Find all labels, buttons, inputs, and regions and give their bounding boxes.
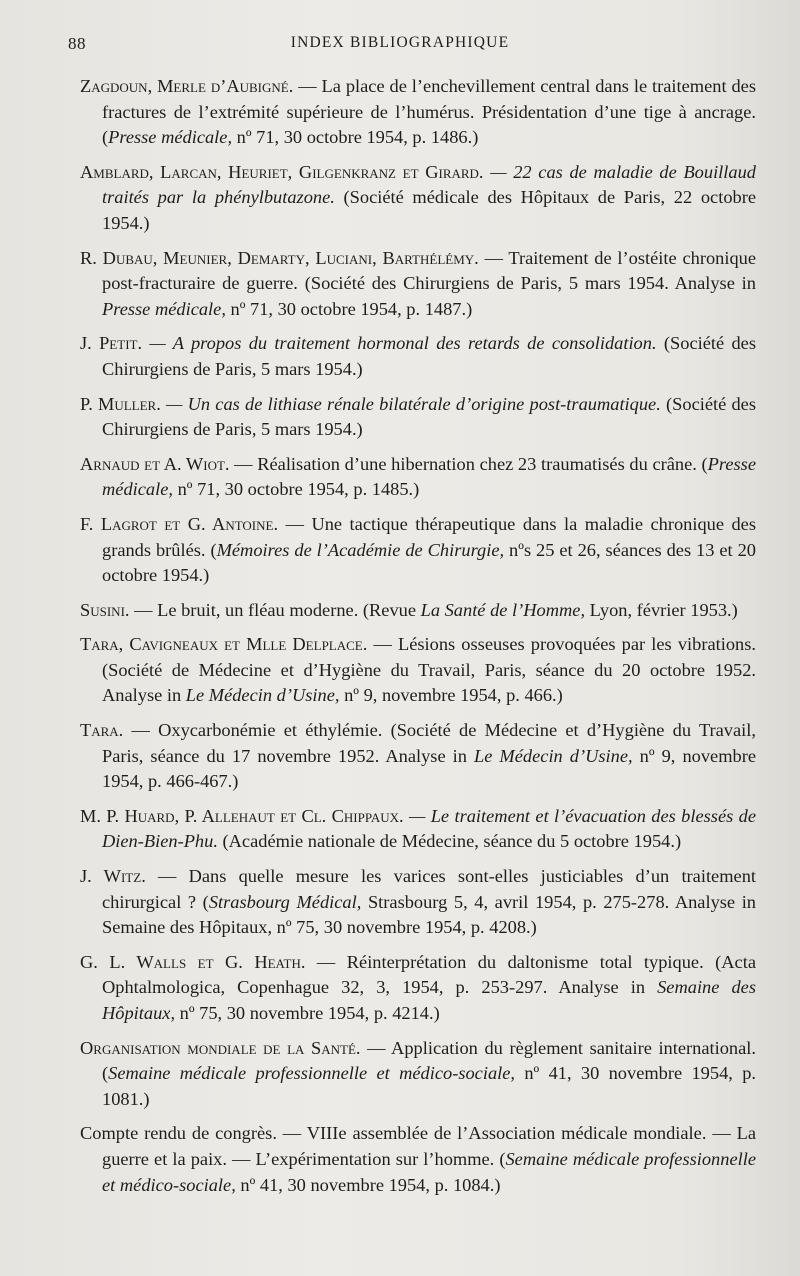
entry-details: Strasbourg 5, 4, avril 1954, p. 275-278. Analyse in Semaine des Hôpitaux, nº 75, 30 novembre 1954, p. 4208.) [102,891,756,938]
entry-source: Semaine médicale professionnelle et médico-sociale, [108,1063,516,1084]
entry-source: — 22 cas de maladie de Bouillaud traités par la phénylbutazone. [102,161,756,208]
entry-title: — Lésions osseuses provoquées par les vibrations. (Société de Médecine et d’Hygiène du Travail, Paris, séance du 20 octobre 1952. Analyse in [102,634,756,706]
entry-details: (Académie nationale de Médecine, séance du 5 octobre 1954.) [217,831,682,852]
entry-details: nºs 25 et 26, séances des 13 et 20 octobre 1954.) [102,539,756,586]
entry-source: Semaine médicale professionnelle et médico-sociale, [102,1148,756,1195]
bibliography-entry [80,950,756,1027]
entry-title: — La place de l’enchevillement central dans le traitement des fractures de l’extrémité supérieure de l’humérus. Présidentation d’une tige à ancrage. ( [102,76,756,148]
entry-source: Mémoires de l’Académie de Chirurgie, [216,539,505,560]
entry-authors: Tara. [80,720,124,741]
entry-source: Le Médecin d’Usine, [474,745,633,766]
entry-title: — Réinterprétation du daltonisme total typique. (Acta Ophtalmologica, Copenhague 32, 3, 1954, p. 253-297. Analyse in [102,951,756,998]
entry-details: nº 41, 30 novembre 1954, p. 1084.) [235,1174,501,1195]
entry-title: — Application du règlement sanitaire international. ( [102,1037,756,1084]
entry-source: — A propos du traitement hormonal des retards de consolidation. [142,333,657,354]
entry-details: nº 9, novembre 1954, p. 466-467.) [102,745,756,792]
entry-authors: Arnaud et A. Wiot. [80,453,230,474]
bibliography-entry [80,452,756,503]
page-number: 88 [68,34,86,53]
entry-details: nº 71, 30 octobre 1954, p. 1486.) [232,127,479,148]
bibliography-entry [80,392,756,443]
entry-details: (Société médicale des Hôpitaux de Paris, 22 octobre 1954.) [102,187,756,233]
entry-source: Semaine des Hôpitaux, [102,977,757,1023]
bibliography-entry [80,74,756,151]
bibliography-entry [80,804,756,855]
entry-details: nº 71, 30 octobre 1954, p. 1485.) [172,479,420,500]
entry-details: nº 41, 30 novembre 1954, p. 1081.) [102,1063,756,1109]
entry-authors: F. Lagrot et G. Antoine. [80,513,279,534]
entry-source: Le Médecin d’Usine, [185,685,340,706]
bibliography-entry [80,160,756,237]
entry-source: — Le traitement et l’évacuation des blessés de Dien-Bien-Phu. [102,805,756,852]
bibliography-entry [80,718,756,795]
bibliography-list [80,74,756,1198]
entry-details: (Société des Chirurgiens de Paris, 5 mars 1954.) [102,333,756,379]
entry-authors: Zagdoun, Merle d’Aubigné. [80,76,294,96]
entry-source: — Un cas de lithiase rénale bilatérale d’origine post-traumatique. [160,393,661,414]
bibliography-entry [80,1121,756,1198]
entry-source: Presse médicale, [108,127,233,148]
entry-title: — Traitement de l’ostéite chronique post-fracturaire de guerre. (Société des Chirurgiens de Paris, 5 mars 1954. Analyse in [102,247,756,294]
entry-source: Presse médicale, [102,298,226,319]
bibliography-entry [80,864,756,941]
entry-details: nº 75, 30 novembre 1954, p. 4214.) [175,1003,440,1023]
bibliography-entry [80,331,756,382]
entry-details: nº 71, 30 octobre 1954, p. 1487.) [225,298,473,319]
entry-title: — Dans quelle mesure les varices sont-elles justiciables d’un traitement chirurgical ? ( [102,866,756,912]
entry-authors: R. Dubau, Meunier, Demarty, Luciani, Barthélémy. [80,247,479,268]
bibliography-entry [80,598,756,624]
entry-authors: M. P. Huard, P. Allehaut et Cl. Chippaux. [80,805,404,826]
running-title: INDEX BIBLIOGRAPHIQUE [290,34,510,51]
entry-authors: Organisation mondiale de la Santé. [80,1037,361,1058]
entry-authors: J. Witz. [80,866,146,887]
bibliography-entry [80,512,756,589]
page-header [0,34,800,62]
entry-title: — Oxycarbonémie et éthylémie. (Société de Médecine et d’Hygiène du Travail, Paris, séance du 17 novembre 1952. Analyse in [102,720,756,766]
entry-title: Compte rendu de congrès. — VIIIe assemblée de l’Association médicale mondiale. — La guerre et la paix. — L’expérimentation sur l’homme. ( [80,1123,756,1169]
bibliography-entry [80,246,756,323]
entry-details: (Société des Chirurgiens de Paris, 5 mars 1954.) [102,393,757,440]
entry-title: — Réalisation d’une hibernation chez 23 traumatisés du crâne. ( [229,453,708,474]
entry-authors: P. Muller. [80,393,161,414]
entry-details: Lyon, février 1953.) [585,599,738,620]
entry-authors: Susini. [80,599,130,620]
entry-source: Presse médicale, [102,453,756,500]
entry-source: La Santé de l’Homme, [420,599,586,620]
entry-title: — Le bruit, un fléau moderne. (Revue [129,599,421,620]
bibliography-entry [80,632,756,709]
entry-authors: Amblard, Larcan, Heuriet, Gilgenkranz et Girard. [80,161,484,182]
bibliography-entry [80,1036,756,1113]
entry-authors: Tara, Cavigneaux et Mlle Delplace. [80,634,368,655]
entry-authors: G. L. Walls et G. Heath. [80,951,306,972]
entry-title: — Une tactique thérapeutique dans la maladie chronique des grands brûlés. ( [102,513,756,560]
entry-authors: J. Petit. [80,333,143,354]
entry-source: Strasbourg Médical, [208,891,362,912]
entry-details: nº 9, novembre 1954, p. 466.) [339,685,563,706]
